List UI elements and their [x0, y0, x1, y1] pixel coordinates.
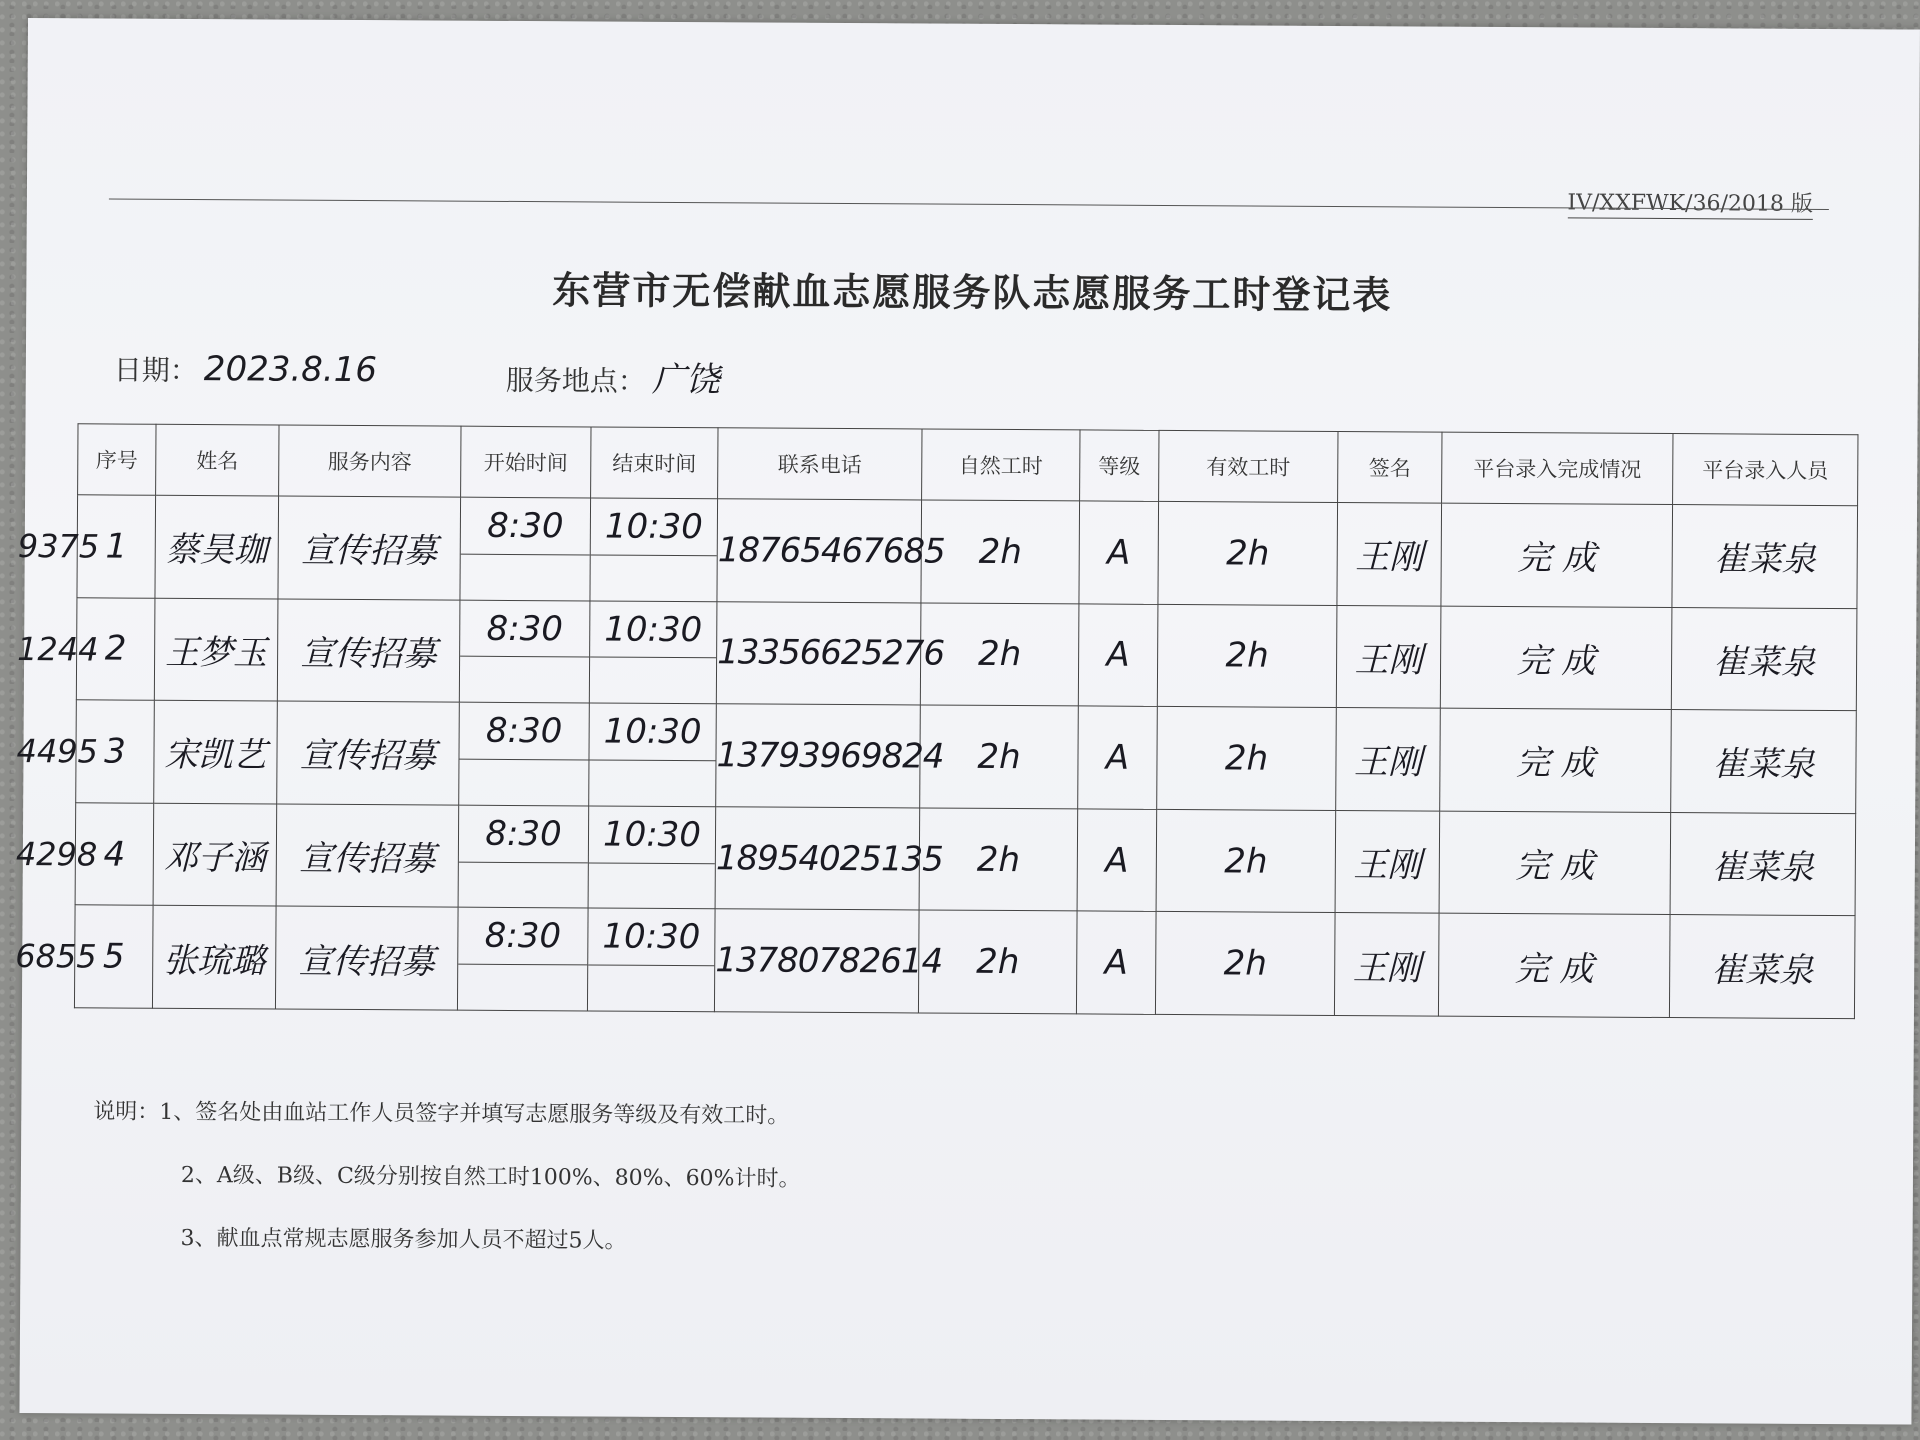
signature-cell: 王刚: [1336, 605, 1441, 708]
effective-hours-cell: 2h: [1155, 912, 1335, 1016]
effective-hours-cell: 2h: [1157, 707, 1337, 811]
end-time: 10:30: [589, 806, 715, 864]
header-effective-hours: 有效工时: [1159, 430, 1338, 502]
date-field: [114, 349, 377, 391]
status-cell: 完 成: [1440, 606, 1672, 710]
phone-cell: 13793969824: [716, 704, 921, 808]
start-time: 8:30: [459, 703, 588, 761]
side-number: 9375: [17, 526, 100, 566]
end-cell: [589, 601, 717, 704]
note-3: 3、献血点常规志愿服务参加人员不超过5人。: [180, 1225, 627, 1254]
note-2: 2、A级、B级、C级分别按自然工时100%、80%、60%计时。: [180, 1162, 801, 1192]
hours-table: [15, 423, 1859, 1019]
signature-cell: 王刚: [1334, 913, 1439, 1016]
form-title: 东营市无偿献血志愿服务队志愿服务工时登记表: [552, 267, 1393, 318]
place-label: 服务地点：: [505, 363, 646, 398]
name-cell: 张琉璐: [152, 906, 276, 1009]
start-cell: [459, 600, 590, 703]
seq-cell: 4495 3: [76, 700, 155, 803]
end-time: 10:30: [590, 601, 716, 659]
end-time: 10:30: [589, 704, 715, 762]
end-time: 10:30: [591, 498, 717, 556]
grade-cell: A: [1077, 809, 1157, 912]
start-cell: [459, 702, 590, 805]
table-header-row: [78, 424, 1858, 506]
signature-cell: 王刚: [1337, 503, 1442, 606]
grade-cell: A: [1076, 911, 1156, 1014]
end-cell: [588, 806, 716, 909]
header-recorder: 平台录入人员: [1673, 434, 1858, 506]
side-number: 1244: [17, 629, 99, 669]
content-cell: 宣传招募: [277, 599, 460, 703]
header-phone: 联系电话: [718, 428, 922, 500]
date-label: 日期：: [113, 353, 198, 388]
table-row: [74, 905, 1855, 1018]
effective-hours-cell: 2h: [1156, 809, 1336, 913]
recorder-cell: 崔菜泉: [1671, 710, 1857, 814]
end-cell: [589, 703, 717, 806]
grade-cell: A: [1079, 501, 1159, 604]
natural-hours-cell: 2h: [919, 808, 1078, 912]
recorder-cell: 崔菜泉: [1670, 812, 1856, 916]
seq-cell: 9375 1: [77, 495, 156, 598]
table-row: [75, 803, 1856, 916]
start-cell: [457, 908, 588, 1011]
recorder-cell: 崔菜泉: [1669, 915, 1855, 1019]
start-time: 8:30: [461, 498, 590, 556]
notes-block: [92, 1080, 801, 1273]
header-content: 服务内容: [279, 425, 461, 497]
header-seq: 序号: [78, 424, 156, 495]
name-cell: 蔡昊珈: [155, 495, 279, 598]
place-value: 广饶: [651, 359, 720, 401]
header-grade: 等级: [1080, 430, 1159, 501]
natural-hours-cell: 2h: [920, 705, 1079, 809]
start-time: 8:30: [458, 908, 587, 966]
phone-cell: 13356625276: [716, 601, 921, 705]
effective-hours-cell: 2h: [1157, 604, 1337, 708]
form-paper: [15, 18, 1919, 1425]
phone-cell: 18765467685: [717, 499, 922, 603]
side-number: 6855: [15, 937, 97, 976]
name-cell: 邓子涵: [153, 803, 277, 906]
version-code: IV/XXFWK/36/2018 版: [1567, 185, 1813, 219]
status-cell: 完 成: [1439, 811, 1671, 915]
status-cell: 完 成: [1438, 914, 1670, 1018]
recorder-cell: 崔菜泉: [1672, 505, 1858, 609]
signature-cell: 王刚: [1335, 810, 1440, 913]
start-cell: [460, 497, 591, 600]
signature-cell: 王刚: [1336, 708, 1441, 811]
end-cell: [587, 908, 715, 1011]
phone-cell: 13780782614: [714, 909, 919, 1013]
seq-cell: 6855 5: [74, 905, 153, 1008]
note-1: 说明：1、签名处由血站工作人员签字并填写志愿服务等级及有效工时。: [93, 1099, 790, 1129]
grade-cell: A: [1078, 604, 1158, 707]
content-cell: 宣传招募: [277, 701, 460, 805]
natural-hours-cell: 2h: [921, 500, 1080, 604]
seq-cell: 1244 2: [76, 597, 155, 700]
header-name: 姓名: [156, 424, 279, 496]
side-number: 4298: [15, 834, 98, 874]
status-cell: 完 成: [1441, 503, 1673, 607]
table-row: [77, 495, 1858, 608]
name-cell: 王梦玉: [154, 598, 278, 701]
start-time: 8:30: [460, 600, 589, 658]
date-value: 2023.8.16: [203, 349, 378, 391]
content-cell: 宣传招募: [278, 496, 461, 600]
header-natural-hours: 自然工时: [922, 429, 1080, 501]
content-cell: 宣传招募: [275, 906, 458, 1010]
table-row: [76, 597, 1857, 710]
seq-cell: 4298 4: [75, 803, 154, 906]
table-row: [76, 700, 1857, 813]
end-time: 10:30: [588, 909, 714, 967]
name-cell: 宋凯艺: [154, 700, 278, 803]
header-signature: 签名: [1338, 432, 1442, 504]
recorder-cell: 崔菜泉: [1671, 607, 1857, 711]
place-field: [506, 351, 720, 401]
header-start: 开始时间: [461, 426, 591, 498]
header-end: 结束时间: [591, 427, 718, 499]
grade-cell: A: [1078, 706, 1158, 809]
content-cell: 宣传招募: [276, 804, 459, 908]
status-cell: 完 成: [1440, 708, 1672, 812]
start-cell: [458, 805, 589, 908]
phone-cell: 18954025135: [715, 806, 920, 910]
effective-hours-cell: 2h: [1158, 501, 1338, 605]
end-cell: [590, 498, 718, 601]
natural-hours-cell: 2h: [920, 603, 1079, 707]
header-status: 平台录入完成情况: [1442, 432, 1673, 504]
side-number: 4495: [16, 732, 99, 771]
natural-hours-cell: 2h: [918, 910, 1077, 1014]
start-time: 8:30: [459, 805, 588, 863]
